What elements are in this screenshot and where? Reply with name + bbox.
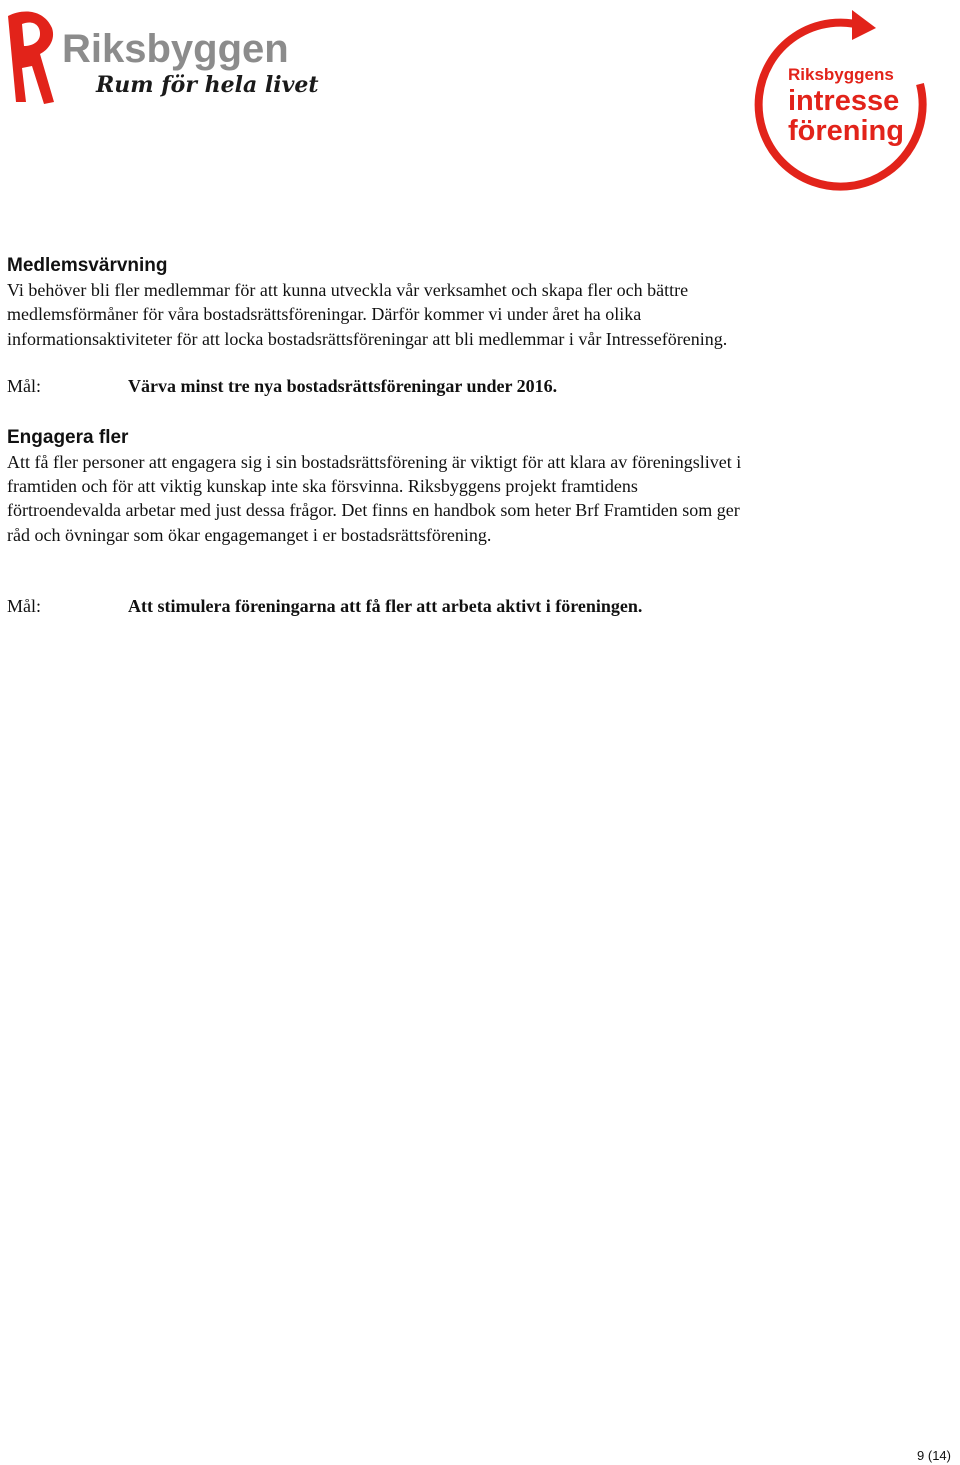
riksbyggen-tagline: Rum för hela livet xyxy=(96,72,319,98)
section-medlemsvarvning xyxy=(7,254,747,399)
section-engagera-fler xyxy=(7,426,747,619)
logo-line-1: Riksbyggens xyxy=(788,65,894,84)
intresseforening-logo-graphic xyxy=(752,4,936,194)
riksbyggen-logo xyxy=(4,6,319,110)
section-heading: Medlemsvärvning xyxy=(7,255,168,276)
riksbyggen-wordmark: Riksbyggen xyxy=(62,27,289,71)
goal-row xyxy=(7,594,747,619)
section-body-text: Vi behöver bli fler medlemmar för att kunna utveckla vår verksamhet och skapa fler och bättre medlemsförmåner för våra bostadsrättsföreningar. Därför kommer vi under året ha olika informationsaktiviteter för att locka bostadsrättsföreningar att bli medlemmar i vår Intresseförening. xyxy=(7,280,728,349)
goal-label: Mål: xyxy=(7,596,41,617)
logo-line-2: intresse xyxy=(788,85,900,117)
section-body-text: Att få fler personer att engagera sig i sin bostadsrättsförening är viktigt för att klara av föreningslivet i framtiden och för att viktig kunskap inte ska försvinna. Riksbyggens projekt framtidens förtroendevalda arbetar med just dessa frågor. Det finns en handbok som heter Brf Framtiden som ger råd och övningar som ökar engagemanget i er bostadsrättsförening. xyxy=(7,451,742,545)
logo-line-3: förening xyxy=(788,115,904,147)
arrow-head-icon xyxy=(852,10,876,40)
goal-row xyxy=(7,374,747,399)
section-heading: Engagera fler xyxy=(7,426,129,448)
goal-text: Att stimulera föreningarna att få fler att arbeta aktivt i föreningen. xyxy=(128,596,643,617)
goal-text: Värva minst tre nya bostadsrättsföreningar under 2016. xyxy=(128,375,558,396)
page-number: 9 (14) xyxy=(917,1448,951,1463)
goal-label: Mål: xyxy=(7,375,41,396)
intresseforening-logo xyxy=(752,4,936,194)
document-body xyxy=(7,254,747,619)
riksbyggen-logo-graphic xyxy=(4,6,319,110)
